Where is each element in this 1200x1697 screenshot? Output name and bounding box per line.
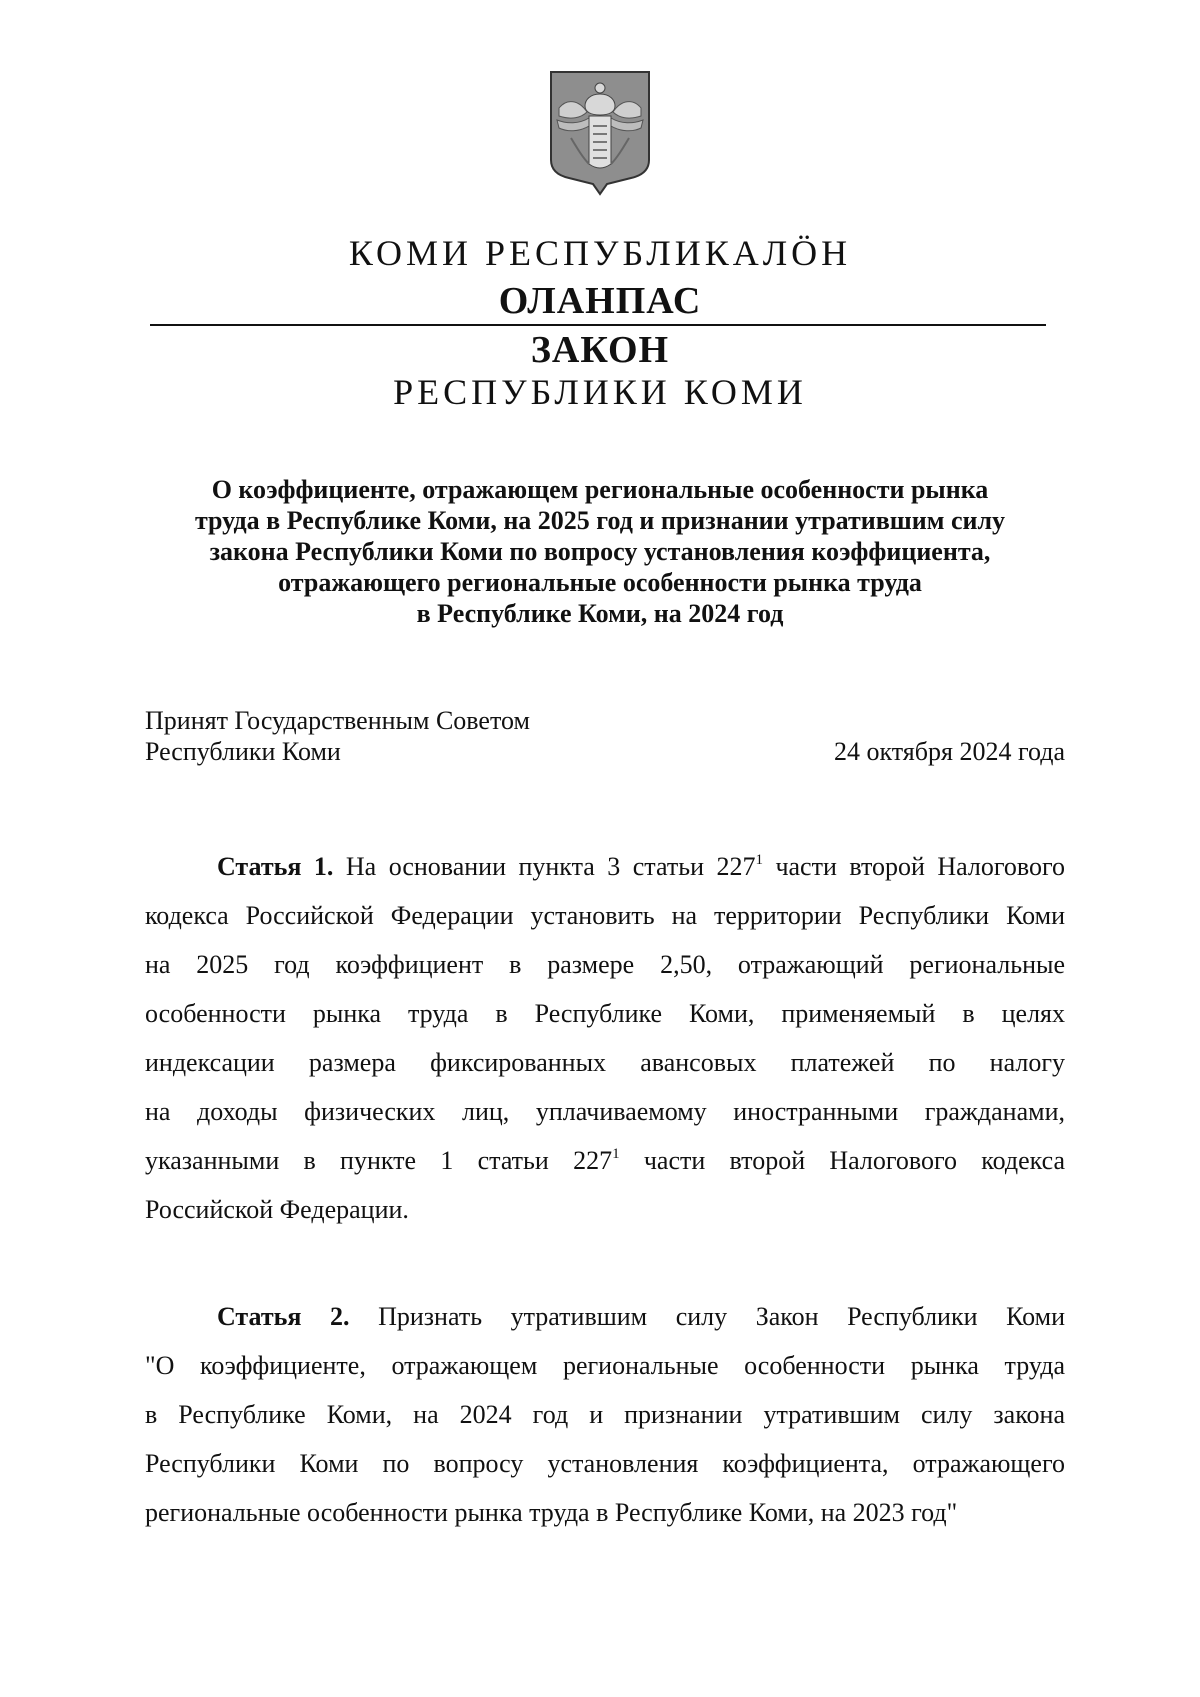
article-line: индексации размера фиксированных авансовых платежей по налогу — [145, 1048, 1065, 1077]
header-olanpas: ОЛАНПАС — [498, 280, 702, 322]
law-title — [140, 474, 1060, 629]
article-line: указанными в пункте 1 статьи $227^1$ части второй Налогового кодекса — [145, 1146, 1066, 1175]
adoption-date: 24 октября 2024 года — [834, 737, 1065, 766]
header-komi-title: КОМИ РЕСПУБЛИКАЛӦН — [348, 233, 852, 273]
adoption-block — [145, 705, 1065, 767]
article-line: кодекса Российской Федерации установить на территории Республики Коми — [145, 901, 1065, 930]
article-line: в Республике Коми, на 2024 год и признании утратившим силу закона — [145, 1400, 1065, 1429]
article-line: Статья 1. На основании пункта 3 статьи $227^1$ части второй Налогового — [217, 852, 1066, 881]
komi-coat-of-arms-icon — [545, 68, 655, 198]
law-title-line: О коэффициенте, отражающем региональные особенности рынка — [211, 475, 989, 504]
article-line: Российской Федерации. — [145, 1195, 409, 1224]
law-title-line: труда в Республике Коми, на 2025 год и признании утратившим силу — [194, 506, 1006, 535]
article-line: Республики Коми по вопросу установления коэффициента, отражающего — [145, 1449, 1065, 1478]
article-1 — [145, 842, 1065, 1234]
article-2 — [145, 1292, 1065, 1537]
article-line: "О коэффициенте, отражающем региональные особенности рынка труда — [145, 1351, 1065, 1380]
law-title-line: закона Республики Коми по вопросу установления коэффициента, — [209, 537, 991, 566]
article-line: особенности рынка труда в Республике Коми, применяемый в целях — [145, 999, 1065, 1028]
adopted-by: Принят Государственным Советом — [145, 706, 530, 735]
article-line: на доходы физических лиц, уплачиваемому иностранными гражданами, — [145, 1097, 1065, 1126]
article-label: Статья 2. — [217, 1302, 350, 1331]
article-line: Статья 2. Признать утратившим силу Закон Республики Коми — [217, 1302, 1065, 1331]
article-line: на 2025 год коэффициент в размере 2,50, отражающий региональные — [145, 950, 1065, 979]
header-republic: РЕСПУБЛИКИ КОМИ — [393, 372, 807, 412]
law-title-line: отражающего региональные особенности рынка труда — [278, 568, 922, 597]
adopted-by-cont: Республики Коми — [145, 737, 341, 766]
article-line: региональные особенности рынка труда в Республике Коми, на 2023 год" — [145, 1498, 958, 1527]
article-label: Статья 1. — [217, 852, 334, 881]
header-divider — [150, 324, 1046, 326]
header-zakon: ЗАКОН — [530, 329, 670, 371]
law-title-line: в Республике Коми, на 2024 год — [416, 599, 784, 628]
